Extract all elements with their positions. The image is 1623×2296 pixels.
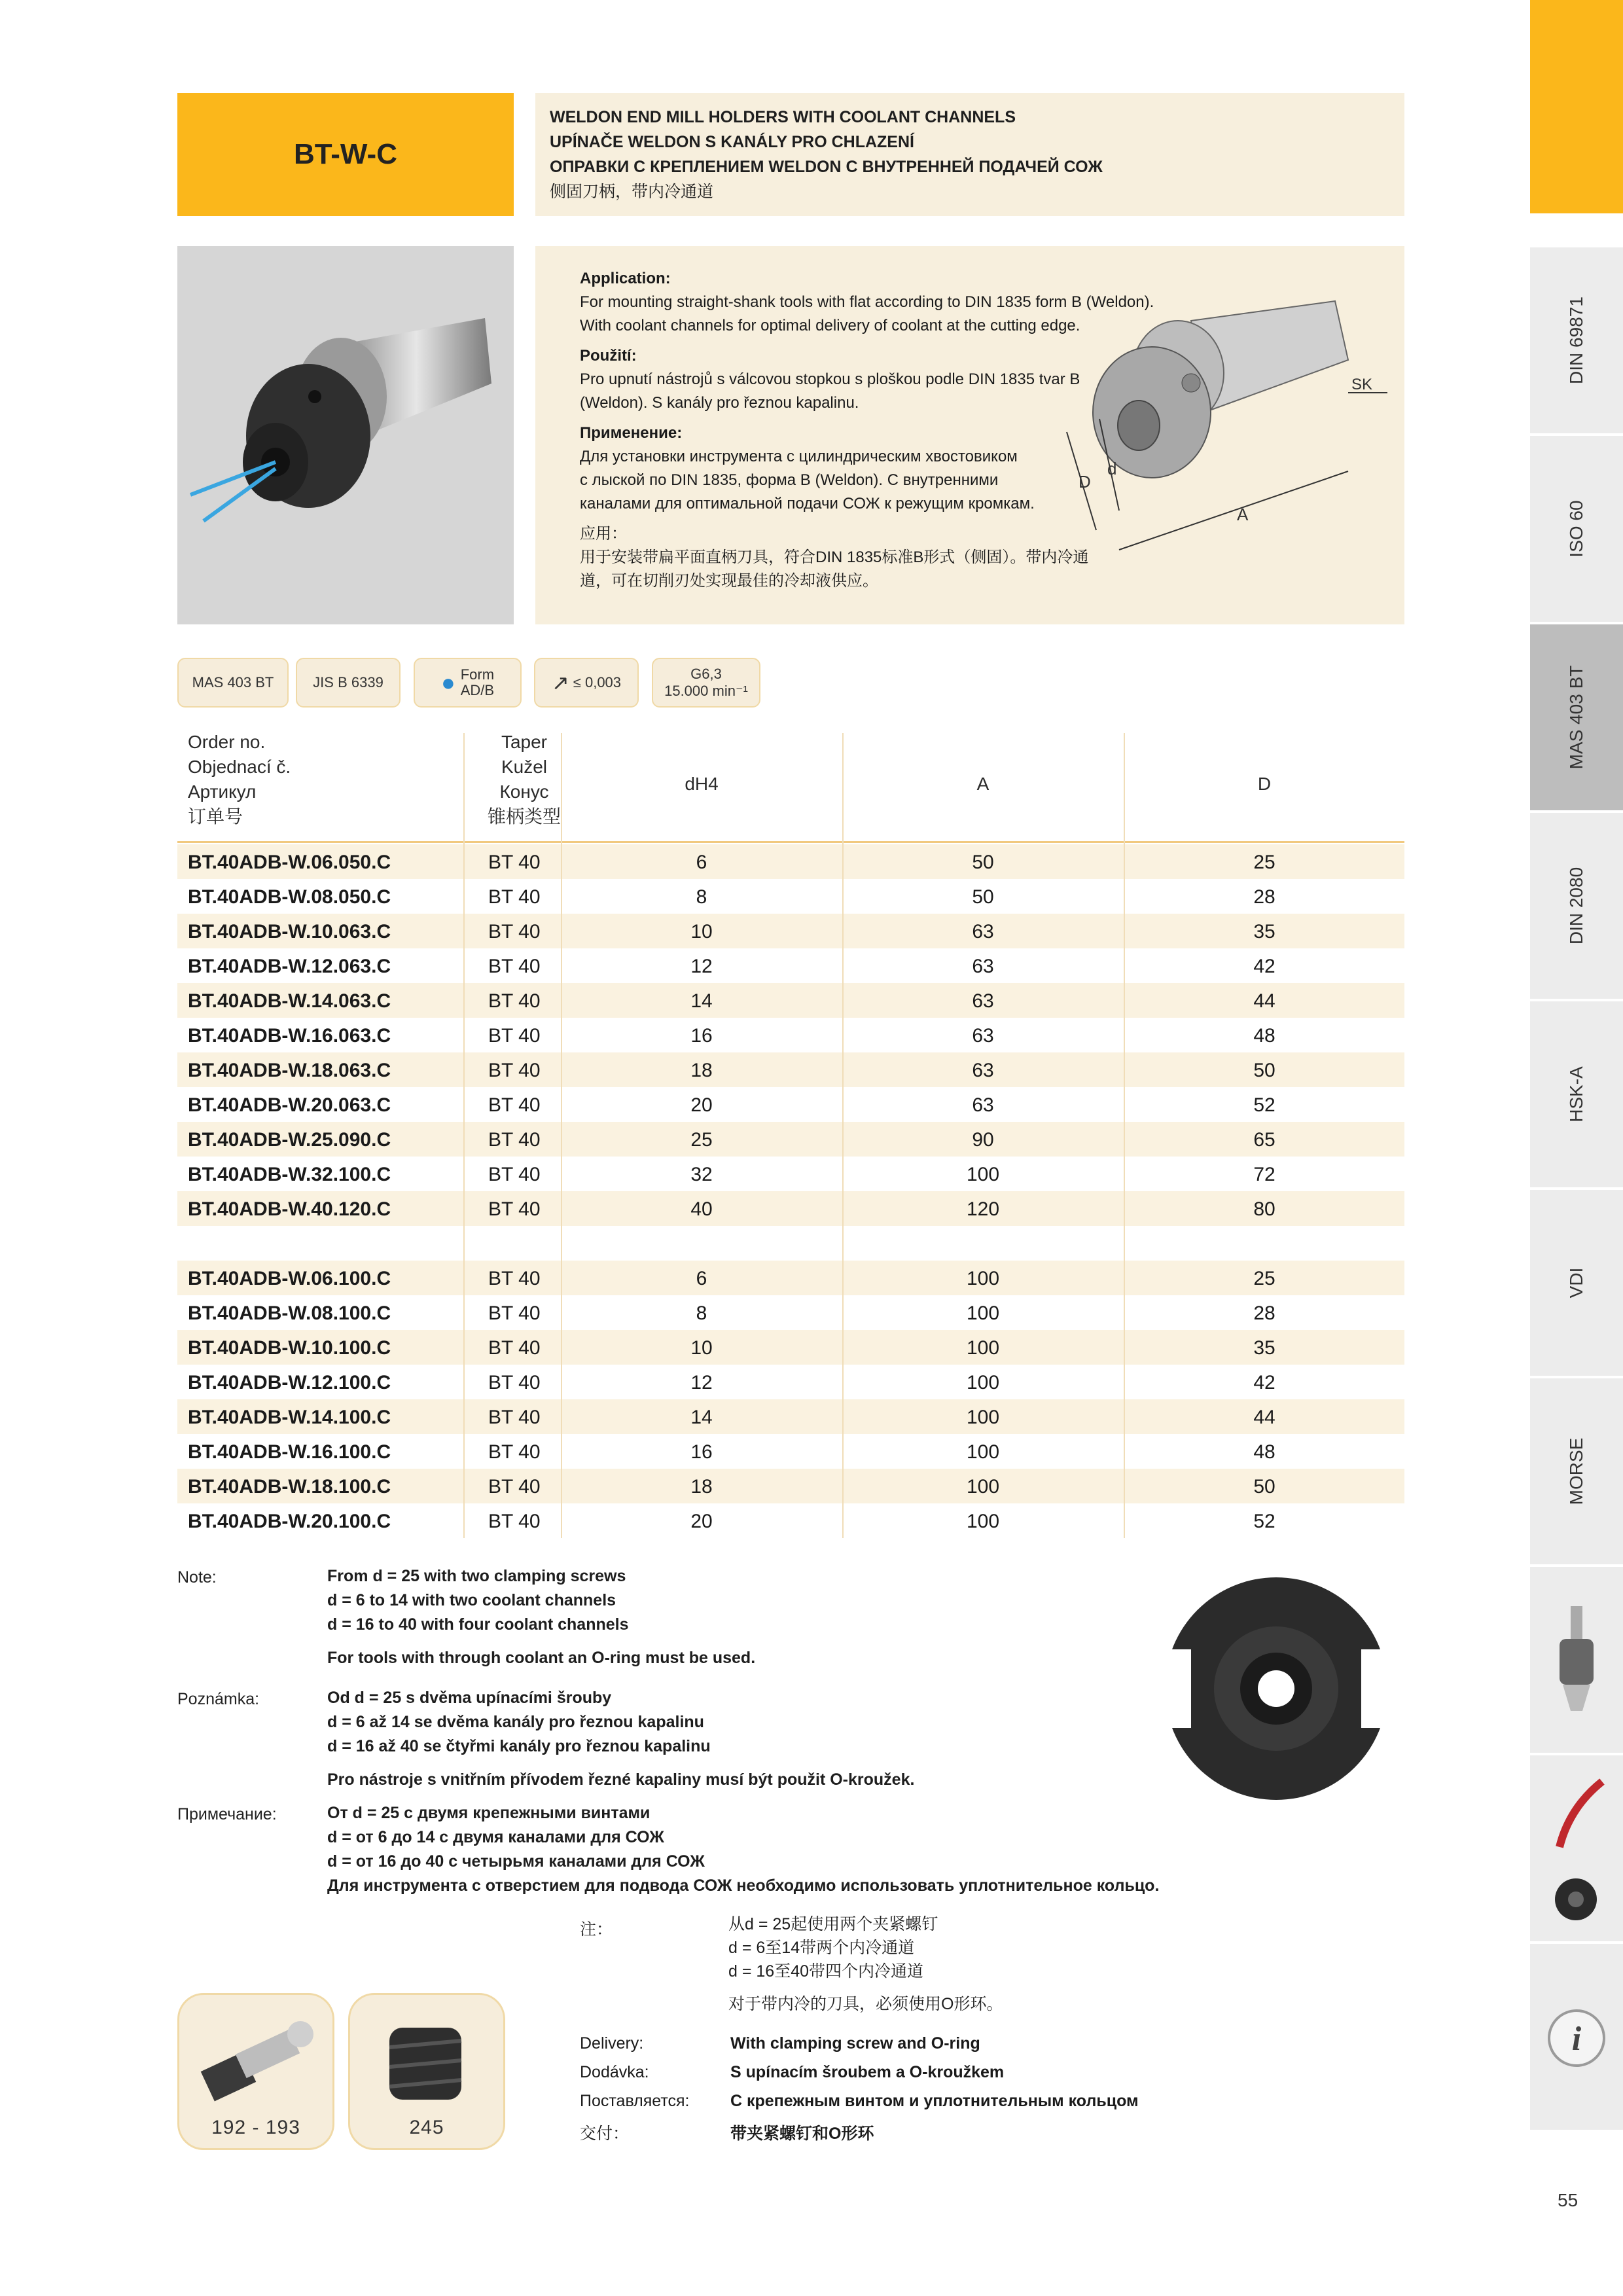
order-cell: BT.40ADB-W.20.063.C <box>188 1094 391 1116</box>
a-cell: 63 <box>972 1025 994 1047</box>
order-cell: BT.40ADB-W.08.050.C <box>188 886 391 908</box>
taper-cell: BT 40 <box>488 1511 541 1532</box>
table-row <box>177 1365 1404 1399</box>
app-ru-head: Применение: <box>580 424 683 442</box>
tab-drill-chuck[interactable] <box>1530 1567 1623 1755</box>
app-ru-2: с лыской по DIN 1835, форма B (Weldon). С внутренними <box>580 471 999 489</box>
dh4-cell: 12 <box>690 956 713 977</box>
taper-cell: BT 40 <box>488 886 541 908</box>
a-cell: 100 <box>966 1337 1000 1359</box>
dim-label-A: A <box>1237 505 1249 524</box>
taper-cell: BT 40 <box>488 1025 541 1047</box>
app-en-2: With coolant channels for optimal delivery of coolant at the cutting edge. <box>580 317 1080 334</box>
tab-iso-60[interactable]: ISO 60 <box>1530 436 1623 624</box>
dh4-cell: 10 <box>690 921 713 942</box>
order-cell: BT.40ADB-W.08.100.C <box>188 1302 391 1324</box>
note-cz: Od d = 25 s dvěma upínacími šrouby d = 6 až 14 se dvěma kanály pro řeznou kapalinu d = 16 až 40 se čtyřmi kanály pro řeznou kapalinu Pro nástroje s vnitřním přívodem řezné kapaliny musí být použit O-kroužek. <box>327 1689 915 1789</box>
taper-cell: BT 40 <box>488 1407 541 1428</box>
d-cell: 80 <box>1253 1198 1275 1220</box>
dimension-diagram <box>1047 262 1400 569</box>
table-row <box>177 1503 1404 1538</box>
a-cell: 100 <box>966 1302 1000 1324</box>
header-dh4: dH4 <box>685 774 719 794</box>
dh4-cell: 12 <box>690 1372 713 1393</box>
dh4-cell: 6 <box>696 1268 707 1289</box>
tab-vdi[interactable]: VDI <box>1530 1190 1623 1378</box>
table-row <box>177 1018 1404 1052</box>
note-label-zh: 注： <box>580 1920 613 1939</box>
order-cell: BT.40ADB-W.18.100.C <box>188 1476 391 1498</box>
note-label-cz: Poznámka: <box>177 1690 260 1708</box>
order-cell: BT.40ADB-W.14.100.C <box>188 1407 391 1428</box>
dh4-cell: 16 <box>690 1441 713 1463</box>
accessory-number: 245 <box>409 2117 444 2138</box>
column-divider <box>1124 733 1125 1538</box>
d-cell: 35 <box>1253 1337 1275 1359</box>
table-header <box>177 730 1404 841</box>
table-row <box>177 1469 1404 1503</box>
accessory-screw[interactable] <box>348 1993 505 2150</box>
taper-cell: BT 40 <box>488 1094 541 1116</box>
order-cell: BT.40ADB-W.12.100.C <box>188 1372 391 1393</box>
a-cell: 63 <box>972 956 994 977</box>
order-cell: BT.40ADB-W.16.063.C <box>188 1025 391 1047</box>
order-cell: BT.40ADB-W.12.063.C <box>188 956 391 977</box>
header-divider <box>177 841 1404 843</box>
app-cz-1: Pro upnutí nástrojů s válcovou stopkou s ploškou podle DIN 1835 tvar B <box>580 370 1080 388</box>
table-row <box>177 844 1404 879</box>
table-row <box>177 1399 1404 1434</box>
order-cell: BT.40ADB-W.18.063.C <box>188 1060 391 1081</box>
taper-cell: BT 40 <box>488 1372 541 1393</box>
app-zh-head: 应用： <box>580 525 627 543</box>
taper-cell: BT 40 <box>488 990 541 1012</box>
taper-cell: BT 40 <box>488 1060 541 1081</box>
wrench-icon <box>1555 1782 1602 1920</box>
dh4-cell: 8 <box>696 1302 707 1324</box>
header-a: A <box>976 774 990 794</box>
app-zh-2: 道，可在切削刃处实现最佳的冷却液供应。 <box>580 572 878 590</box>
dim-label-D: D <box>1079 472 1091 492</box>
column-divider <box>463 733 465 1538</box>
tab-wrench[interactable] <box>1530 1755 1623 1944</box>
a-cell: 120 <box>966 1198 1000 1220</box>
app-cz-head: Použití: <box>580 347 637 365</box>
d-cell: 65 <box>1253 1129 1275 1151</box>
taper-cell: BT 40 <box>488 1198 541 1220</box>
taper-cell: BT 40 <box>488 1268 541 1289</box>
taper-cell: BT 40 <box>488 852 541 873</box>
a-cell: 63 <box>972 1094 994 1116</box>
d-cell: 44 <box>1253 990 1275 1012</box>
header-taper: Taper Kužel Конус 锥柄类型 <box>487 732 561 827</box>
accessory-pull-stud[interactable] <box>177 1993 334 2150</box>
app-en-head: Application: <box>580 270 671 287</box>
a-cell: 50 <box>972 852 994 873</box>
front-view-photo <box>1165 1577 1387 1800</box>
d-cell: 50 <box>1253 1476 1275 1498</box>
dh4-cell: 8 <box>696 886 707 908</box>
form-value: AD/B <box>460 682 495 698</box>
taper-cell: BT 40 <box>488 1129 541 1151</box>
product-code-box <box>177 93 514 216</box>
d-cell: 25 <box>1253 852 1275 873</box>
order-cell: BT.40ADB-W.06.100.C <box>188 1268 391 1289</box>
table-row <box>177 1330 1404 1365</box>
a-cell: 100 <box>966 1268 1000 1289</box>
note-label-en: Note: <box>177 1568 217 1587</box>
taper-cell: BT 40 <box>488 1164 541 1185</box>
a-cell: 50 <box>972 886 994 908</box>
column-divider <box>561 733 562 1538</box>
a-cell: 63 <box>972 921 994 942</box>
note-en: From d = 25 with two clamping screws d = 6 to 14 with two coolant channels d = 16 to 40 with four coolant channels For tools with through coolant an O-ring must be used. <box>327 1567 756 1667</box>
title-ru: ОПРАВКИ С КРЕПЛЕНИЕМ WELDON С ВНУТРЕННЕЙ ПОДАЧЕЙ СОЖ <box>550 158 1103 176</box>
header-order: Order no. Objednací č. Артикул 订单号 <box>188 732 291 827</box>
d-cell: 48 <box>1253 1025 1275 1047</box>
dh4-cell: 18 <box>690 1476 713 1498</box>
info-icon <box>1549 2011 1604 2066</box>
app-ru-3: каналами для оптимальной подачи СОЖ к режущим кромкам. <box>580 495 1035 512</box>
a-cell: 100 <box>966 1511 1000 1532</box>
a-cell: 100 <box>966 1164 1000 1185</box>
badge-balance <box>652 658 760 708</box>
d-cell: 25 <box>1253 1268 1275 1289</box>
d-cell: 50 <box>1253 1060 1275 1081</box>
badge-form <box>414 658 522 708</box>
a-cell: 100 <box>966 1476 1000 1498</box>
table-row <box>177 948 1404 983</box>
column-divider <box>842 733 844 1538</box>
tab-hsk-a[interactable]: HSK-A <box>1530 1001 1623 1190</box>
badge-jis: JIS B 6339 <box>296 658 401 708</box>
drill-chuck-icon <box>1560 1606 1594 1711</box>
dh4-cell: 25 <box>690 1129 713 1151</box>
badge-mas: MAS 403 BT <box>177 658 289 708</box>
order-cell: BT.40ADB-W.16.100.C <box>188 1441 391 1463</box>
d-cell: 52 <box>1253 1094 1275 1116</box>
section-sidebar <box>1530 0 1623 2160</box>
a-cell: 63 <box>972 990 994 1012</box>
dh4-cell: 40 <box>690 1198 713 1220</box>
d-cell: 42 <box>1253 956 1275 977</box>
product-photo <box>177 246 514 624</box>
d-cell: 28 <box>1253 1302 1275 1324</box>
taper-cell: BT 40 <box>488 1302 541 1324</box>
title-cz: UPÍNAČE WELDON S KANÁLY PRO CHLAZENÍ <box>550 133 914 151</box>
table-row <box>177 1434 1404 1469</box>
title-zh: 侧固刀柄，带内冷通道 <box>550 183 714 201</box>
svg-text:i: i <box>1571 2020 1582 2058</box>
header-d: D <box>1257 774 1272 794</box>
note-zh: 从d = 25起使用两个夹紧螺钉 d = 6至14带两个内冷通道 d = 16至40带四个内冷通道 对于带内冷的刀具，必须使用O形环。 <box>728 1915 1003 2013</box>
order-cell: BT.40ADB-W.32.100.C <box>188 1164 391 1185</box>
dh4-cell: 32 <box>690 1164 713 1185</box>
order-cell: BT.40ADB-W.20.100.C <box>188 1511 391 1532</box>
table-row <box>177 1226 1404 1261</box>
app-ru-1: Для установки инструмента с цилиндрическим хвостовиком <box>580 448 1018 465</box>
tab-mas-403-bt[interactable]: MAS 403 BT <box>1530 624 1623 813</box>
table-row <box>177 1157 1404 1191</box>
order-cell: BT.40ADB-W.10.100.C <box>188 1337 391 1359</box>
app-cz-2: (Weldon). S kanály pro řeznou kapalinu. <box>580 394 859 412</box>
a-cell: 63 <box>972 1060 994 1081</box>
table-row <box>177 1261 1404 1295</box>
coolant-drop-icon: ● <box>440 669 455 696</box>
table-row <box>177 1052 1404 1087</box>
table-row <box>177 1295 1404 1330</box>
app-en-1: For mounting straight-shank tools with flat according to DIN 1835 form B (Weldon). <box>580 293 1154 311</box>
balance-grade: G6,3 <box>690 666 722 682</box>
a-cell: 100 <box>966 1372 1000 1393</box>
taper-cell: BT 40 <box>488 956 541 977</box>
dh4-cell: 10 <box>690 1337 713 1359</box>
d-cell: 44 <box>1253 1407 1275 1428</box>
dh4-cell: 18 <box>690 1060 713 1081</box>
app-zh-1: 用于安装带扁平面直柄刀具，符合DIN 1835标准B形式（侧固）。带内冷通 <box>580 548 1089 566</box>
tab-morse[interactable]: MORSE <box>1530 1378 1623 1567</box>
badge-runout: ↗ ≤ 0,003 <box>534 658 639 708</box>
dh4-cell: 14 <box>690 990 713 1012</box>
d-cell: 42 <box>1253 1372 1275 1393</box>
sidebar-accent <box>1530 0 1623 216</box>
note-ru: От d = 25 с двумя крепежными винтами d = от 6 до 14 с двумя каналами для СОЖ d = от 16 до 40 с четырьмя каналами для СОЖ Для инструмента с отверстием для подвода СОЖ необходимо использовать уплотнительное кольцо. <box>327 1804 1160 1895</box>
tab-din-69871[interactable]: DIN 69871 <box>1530 247 1623 436</box>
dh4-cell: 6 <box>696 852 707 873</box>
table-row <box>177 1122 1404 1157</box>
dim-label-d: d <box>1107 459 1117 478</box>
product-code: BT-W-C <box>294 138 397 170</box>
tab-info[interactable] <box>1530 1944 1623 2132</box>
a-cell: 100 <box>966 1407 1000 1428</box>
taper-cell: BT 40 <box>488 921 541 942</box>
d-cell: 35 <box>1253 921 1275 942</box>
order-cell: BT.40ADB-W.14.063.C <box>188 990 391 1012</box>
order-cell: BT.40ADB-W.06.050.C <box>188 852 391 873</box>
table-row <box>177 879 1404 914</box>
runout-arrow-icon: ↗ <box>551 671 569 694</box>
product-title-box <box>535 93 1404 216</box>
taper-cell: BT 40 <box>488 1441 541 1463</box>
balance-speed: 15.000 min⁻¹ <box>664 683 748 699</box>
order-cell: BT.40ADB-W.25.090.C <box>188 1129 391 1151</box>
d-cell: 28 <box>1253 886 1275 908</box>
note-label-ru: Примечание: <box>177 1805 277 1823</box>
form-label: Form <box>460 666 495 683</box>
title-en: WELDON END MILL HOLDERS WITH COOLANT CHANNELS <box>550 108 1016 126</box>
order-cell: BT.40ADB-W.40.120.C <box>188 1198 391 1220</box>
table-row <box>177 1191 1404 1226</box>
dh4-cell: 14 <box>690 1407 713 1428</box>
d-cell: 52 <box>1253 1511 1275 1532</box>
tab-din-2080[interactable]: DIN 2080 <box>1530 813 1623 1001</box>
a-cell: 90 <box>972 1129 994 1151</box>
taper-cell: BT 40 <box>488 1476 541 1498</box>
dh4-cell: 20 <box>690 1094 713 1116</box>
d-cell: 72 <box>1253 1164 1275 1185</box>
accessory-number: 192 - 193 <box>211 2117 300 2138</box>
order-cell: BT.40ADB-W.10.063.C <box>188 921 391 942</box>
taper-cell: BT 40 <box>488 1337 541 1359</box>
table-row <box>177 1087 1404 1122</box>
dh4-cell: 20 <box>690 1511 713 1532</box>
dh4-cell: 16 <box>690 1025 713 1047</box>
dim-label-SK: SK <box>1351 376 1373 393</box>
a-cell: 100 <box>966 1441 1000 1463</box>
table-row <box>177 914 1404 948</box>
table-row <box>177 983 1404 1018</box>
page-number: 55 <box>1558 2190 1578 2210</box>
d-cell: 48 <box>1253 1441 1275 1463</box>
